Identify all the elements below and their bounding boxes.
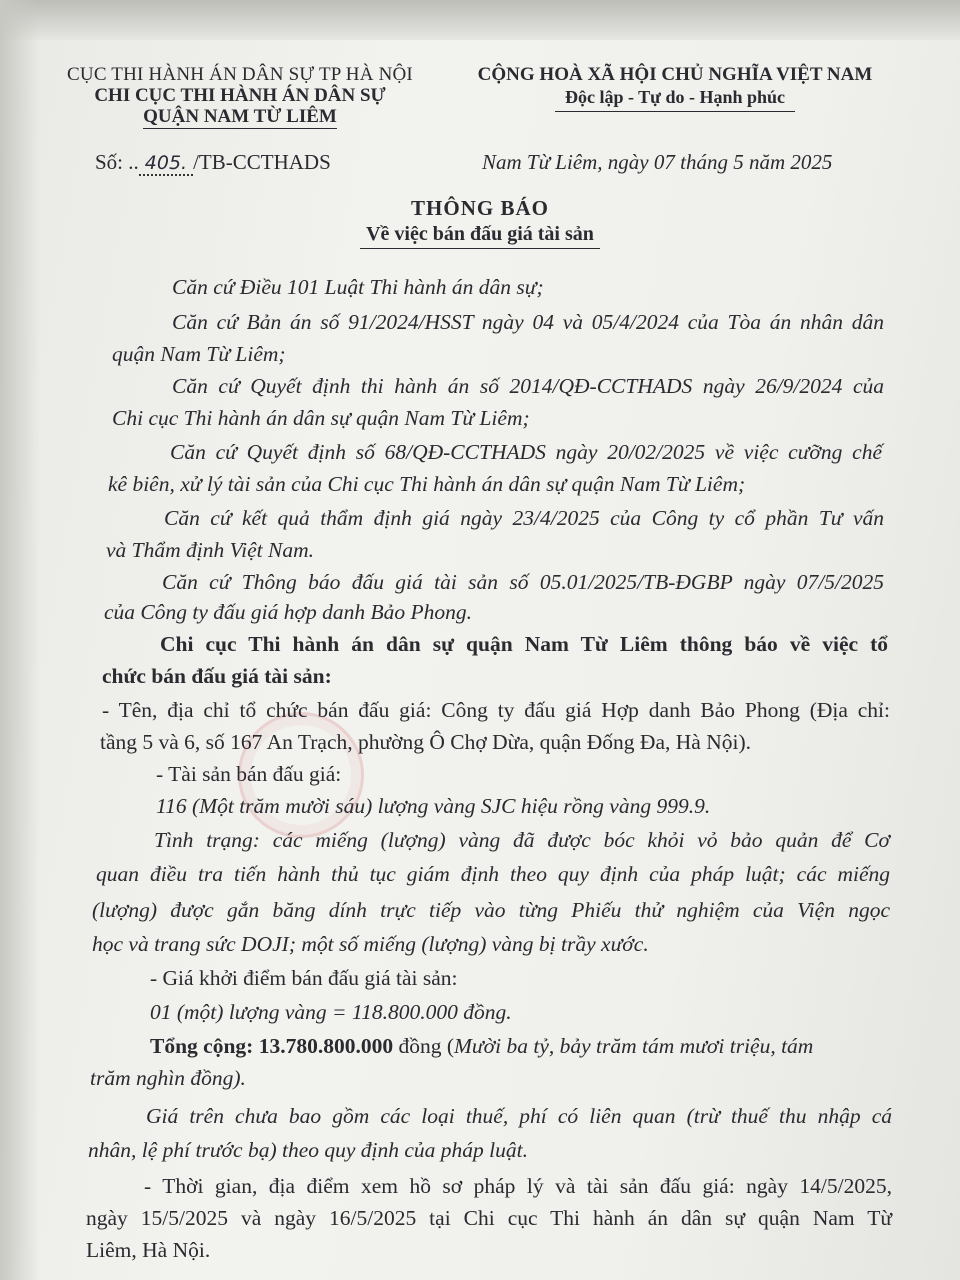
body-line: học và trang sức DOJI; một số miếng (lượng) vàng bị trầy xước.	[92, 932, 649, 956]
body-line: Giá trên chưa bao gồm các loại thuế, phí có liên quan (trừ thuế thu nhập cá	[146, 1104, 892, 1128]
title-main: THÔNG BÁO	[411, 196, 549, 220]
national-motto-header	[460, 64, 890, 112]
photo-shadow-left	[0, 0, 40, 1280]
agency-line-3: QUẬN NAM TỪ LIÊM	[143, 106, 337, 127]
issuing-agency-header	[60, 64, 420, 129]
body-line: tầng 5 và 6, số 167 An Trạch, phường Ô Chợ Dừa, quận Đống Đa, Hà Nội).	[100, 730, 751, 754]
country-name: CỘNG HOÀ XÃ HỘI CHỦ NGHĨA VIỆT NAM	[477, 64, 873, 85]
doc-number-handwritten: 405.	[139, 152, 193, 176]
body-line: 01 (một) lượng vàng = 118.800.000 đồng.	[150, 1000, 512, 1024]
body-line: Căn cứ Quyết định thi hành án số 2014/QĐ-CCTHADS ngày 26/9/2024 của	[172, 374, 884, 398]
body-line: quan điều tra tiến hành thủ tục giám định theo quy định của pháp luật; các miếng	[96, 862, 890, 886]
body-line: 116 (Một trăm mười sáu) lượng vàng SJC hiệu rồng vàng 999.9.	[156, 794, 711, 818]
body-line: trăm nghìn đồng).	[90, 1066, 246, 1090]
total-price-amount: Tổng cộng: 13.780.800.000	[150, 1034, 394, 1058]
body-line: chức bán đấu giá tài sản:	[102, 664, 332, 688]
body-line: ngày 15/5/2025 và ngày 16/5/2025 tại Chi cục Thi hành án dân sự quận Nam Từ	[86, 1206, 892, 1230]
body-line: kê biên, xử lý tài sản của Chi cục Thi hành án dân sự quận Nam Từ Liêm;	[108, 472, 746, 496]
body-line: Căn cứ Điều 101 Luật Thi hành án dân sự;	[172, 275, 544, 299]
total-price-in-words: Mười ba tỷ, bảy trăm tám mươi triệu, tám	[454, 1034, 814, 1058]
body-line: - Tài sản bán đấu giá:	[156, 762, 342, 786]
body-line: của Công ty đấu giá hợp danh Bảo Phong.	[104, 600, 472, 624]
photo-shadow-top	[0, 0, 960, 40]
document-number	[95, 150, 331, 175]
body-line: Căn cứ Bản án số 91/2024/HSST ngày 04 và 05/4/2024 của Tòa án nhân dân	[172, 310, 884, 334]
document-date: Nam Từ Liêm, ngày 07 tháng 5 năm 2025	[482, 150, 833, 174]
doc-number-prefix: Số: ..	[95, 150, 139, 174]
body-line: Chi cục Thi hành án dân sự quận Nam Từ Liêm;	[112, 406, 530, 430]
body-line: - Thời gian, địa điểm xem hồ sơ pháp lý và tài sản đấu giá: ngày 14/5/2025,	[144, 1174, 892, 1198]
body-line: Căn cứ kết quả thẩm định giá ngày 23/4/2025 của Công ty cổ phần Tư vấn	[164, 506, 884, 530]
total-price-line	[150, 1034, 895, 1059]
doc-number-suffix: /TB-CCTHADS	[193, 150, 331, 174]
body-line: Căn cứ Thông báo đấu giá tài sản số 05.01/2025/TB-ĐGBP ngày 07/5/2025	[162, 570, 884, 594]
document-title	[0, 196, 960, 249]
body-line: - Giá khởi điểm bán đấu giá tài sản:	[150, 966, 458, 990]
motto: Độc lập - Tự do - Hạnh phúc	[555, 86, 795, 112]
body-line: Tình trạng: các miếng (lượng) vàng đã được bóc khỏi vỏ bảo quản để Cơ	[154, 828, 890, 852]
body-line: quận Nam Từ Liêm;	[112, 342, 286, 366]
title-subtitle: Về việc bán đấu giá tài sản	[360, 221, 600, 249]
body-line: và Thẩm định Việt Nam.	[106, 538, 315, 562]
agency-line-2: CHI CỤC THI HÀNH ÁN DÂN SỰ	[94, 85, 386, 106]
body-line: Chi cục Thi hành án dân sự quận Nam Từ Liêm thông báo về việc tổ	[160, 632, 888, 656]
body-line: nhân, lệ phí trước bạ) theo quy định của pháp luật.	[88, 1138, 529, 1162]
body-line: Căn cứ Quyết định số 68/QĐ-CCTHADS ngày 20/02/2025 về việc cưỡng chế	[170, 440, 882, 464]
total-price-currency: đồng (	[393, 1034, 455, 1058]
body-line: Liêm, Hà Nội.	[86, 1238, 211, 1262]
body-line: - Tên, địa chỉ tổ chức bán đấu giá: Công ty đấu giá Hợp danh Bảo Phong (Địa chỉ:	[102, 698, 890, 722]
agency-line-1: CỤC THI HÀNH ÁN DÂN SỰ TP HÀ NỘI	[67, 64, 413, 85]
body-line: (lượng) được gắn băng dính trực tiếp vào từng Phiếu thử nghiệm của Viện ngọc	[92, 898, 890, 922]
